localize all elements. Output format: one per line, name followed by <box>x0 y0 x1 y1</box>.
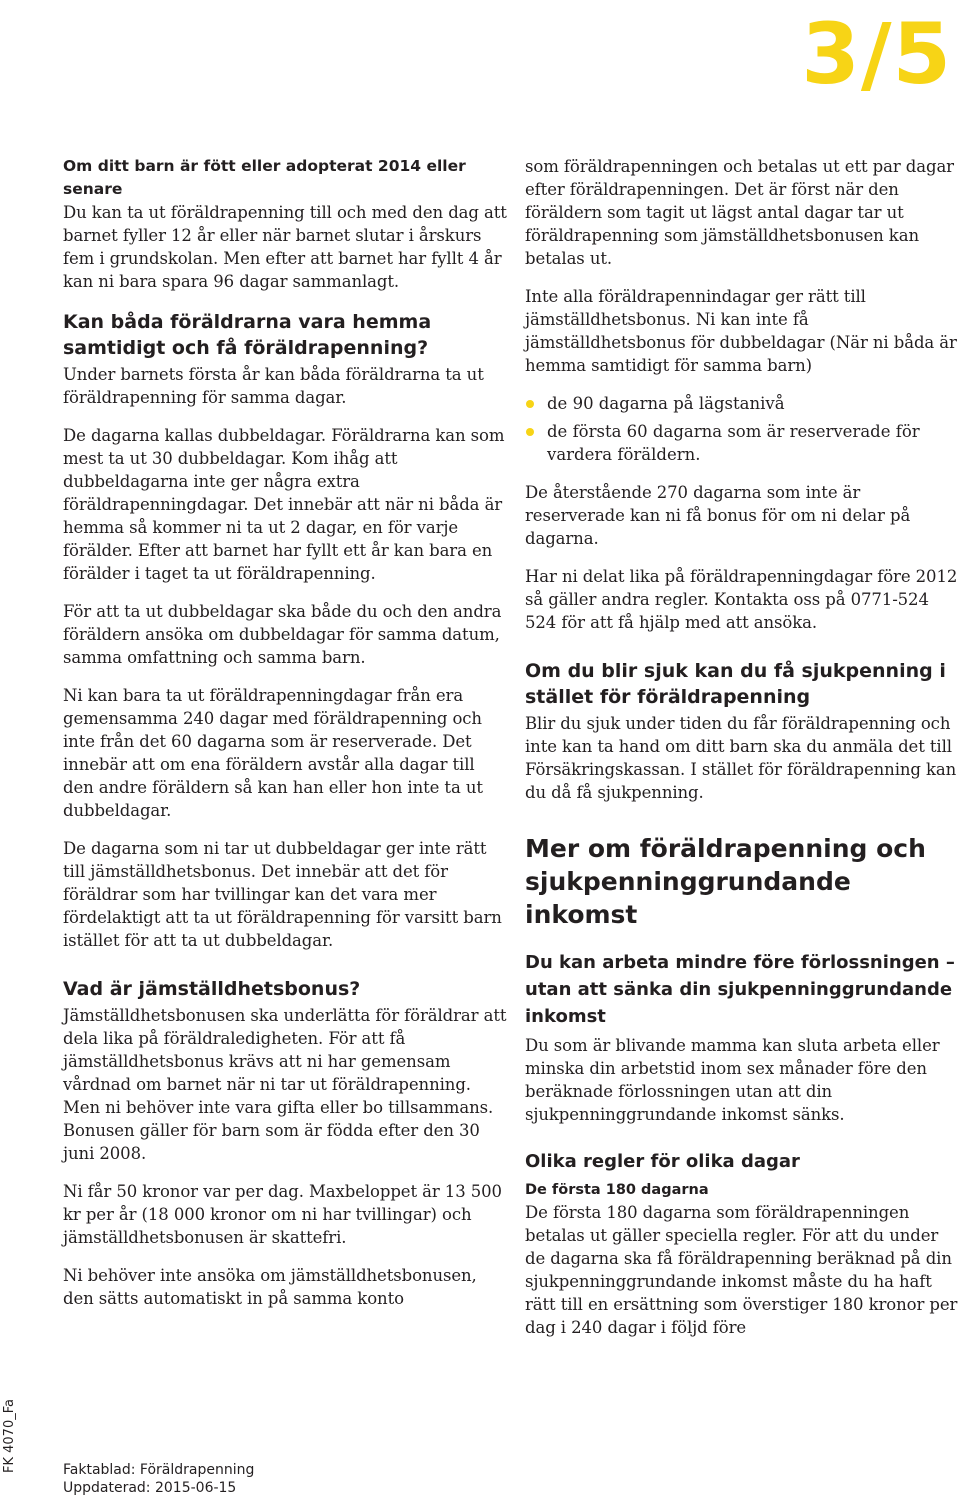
bullet-icon <box>526 400 534 408</box>
sick-heading: Om du blir sjuk kan du få sjukpenning i stället för föräldrapenning <box>525 660 946 708</box>
footer-title: Faktablad: Föräldrapenning <box>63 1462 255 1478</box>
bonus-amount-text: Ni får 50 kronor var per dag. Maxbeloppet är 13 500 kr per år (18 000 kronor om ni har tvillingar) och jämställdhetsbonusen är skattefri. <box>63 1182 502 1247</box>
left-column <box>63 155 508 1325</box>
rules-heading: Olika regler för olika dagar <box>525 1151 800 1172</box>
footer <box>63 1461 254 1497</box>
page-number: 3/5 <box>801 5 952 103</box>
shared-days-text: Ni kan bara ta ut föräldrapenningdagar från era gemensamma 240 dagar med föräldrapenning och inte från det 60 dagarna som är reserverade. Det innebär att om ena föräldern avstår alla dagar till den andre föräldern så kan han eller hon inte ta ut dubbeldagar. <box>63 686 483 820</box>
footer-updated: Uppdaterad: 2015-06-15 <box>63 1480 237 1496</box>
bonus-exclusions-list <box>525 392 960 466</box>
bonus-auto-text: Ni behöver inte ansöka om jämställdhetsbonusen, den sätts automatiskt in på samma konto <box>63 1266 477 1308</box>
first-180-heading: De första 180 dagarna <box>525 1182 709 1198</box>
both-parents-heading: Kan båda föräldrarna vara hemma samtidigt och få föräldrapenning? <box>63 311 432 359</box>
form-code: FK 4070_Fa <box>2 1399 17 1473</box>
apply-text: För att ta ut dubbeldagar ska både du och den andra föräldern ansöka om dubbeldagar för samma datum, samma omfattning och samma barn. <box>63 602 502 667</box>
work-less-text: Du som är blivande mamma kan sluta arbeta eller minska din arbetstid inom sex månader före den beräknade förlossningen utan att din sjukpenninggrundande inkomst sänks. <box>525 1036 940 1124</box>
bullet-icon <box>526 428 534 436</box>
list-item: de första 60 dagarna som är reserverade för vardera föräldern. <box>525 420 960 466</box>
continuation-text: som föräldrapenningen och betalas ut ett par dagar efter föräldrapenningen. Det är först när den föräldern som tagit ut lägst antal dagar tar ut föräldrapenning som jämställdhetsbonusen kan betalas ut. <box>525 157 954 268</box>
bonus-heading: Vad är jämställdhetsbonus? <box>63 978 361 1000</box>
work-less-heading: Du kan arbeta mindre före förlossningen – utan att sänka din sjukpenninggrundande inkomst <box>525 952 955 1027</box>
more-heading: Mer om föräldrapenning och sjukpenninggrundande inkomst <box>525 834 926 929</box>
not-all-days-text: Inte alla föräldrapennindagar ger rätt till jämställdhetsbonus. Ni kan inte få jämställdhetsbonus för dubbeldagar (När ni båda är hemma samtidigt för samma barn) <box>525 287 957 375</box>
list-item: de 90 dagarna på lägstanivå <box>525 392 960 415</box>
sick-text: Blir du sjuk under tiden du får föräldrapenning och inte kan ta hand om ditt barn ska du anmäla det till Försäkringskassan. I stället för föräldrapenning kan du då få sjukpenning. <box>525 714 957 802</box>
bonus-entitlement-text: De dagarna som ni tar ut dubbeldagar ger inte rätt till jämställdhetsbonus. Det innebär att det för föräldrar som har tvillingar kan det vara mer fördelaktigt att ta ut föräldrapenning för varsitt barn istället för att ta ut dubbeldagar. <box>63 839 502 950</box>
adopted-heading: Om ditt barn är fött eller adopterat 2014 eller senare <box>63 157 466 198</box>
both-parents-text: Under barnets första år kan båda föräldrarna ta ut föräldrapenning för samma dagar. <box>63 365 484 407</box>
adopted-text: Du kan ta ut föräldrapenning till och med den dag att barnet fyller 12 år eller när barnet slutar i årskurs fem i grundskolan. Men efter att barnet har fyllt 4 år kan ni bara spara 96 dagar sammanlagt. <box>63 203 507 291</box>
double-days-text: De dagarna kallas dubbeldagar. Föräldrarna kan som mest ta ut 30 dubbeldagar. Kom ihåg att dubbeldagarna inte ger några extra föräldrapenningdagar. Det innebär att när ni båda är hemma så kommer ni ta ut 2 dagar, en för varje förälder. Efter att barnet har fyllt ett år kan bara en förälder i taget ta ut föräldrapenning. <box>63 426 505 583</box>
before-2012-text: Har ni delat lika på föräldrapenningdagar före 2012 så gäller andra regler. Kontakta oss på 0771-524 524 för att få hjälp med att ansöka. <box>525 567 958 632</box>
right-column <box>525 155 960 1354</box>
first-180-text: De första 180 dagarna som föräldrapenningen betalas ut gäller speciella regler. För att du under de dagarna ska få föräldrapenning beräknad på din sjukpenninggrundande inkomst måste du ha haft rätt till en ersättning som överstiger 180 kronor per dag i 240 dagar i följd före <box>525 1203 958 1337</box>
remaining-days-text: De återstående 270 dagarna som inte är reserverade kan ni få bonus för om ni delar på dagarna. <box>525 483 911 548</box>
bonus-text: Jämställdhetsbonusen ska underlätta för föräldrar att dela lika på föräldraledigheten. För att få jämställdhetsbonus krävs att ni har gemensam vårdnad om barnet när ni tar ut föräldrapenning. Men ni behöver inte vara gifta eller bo tillsammans. Bonusen gäller för barn som är födda efter den 30 juni 2008. <box>63 1006 507 1163</box>
